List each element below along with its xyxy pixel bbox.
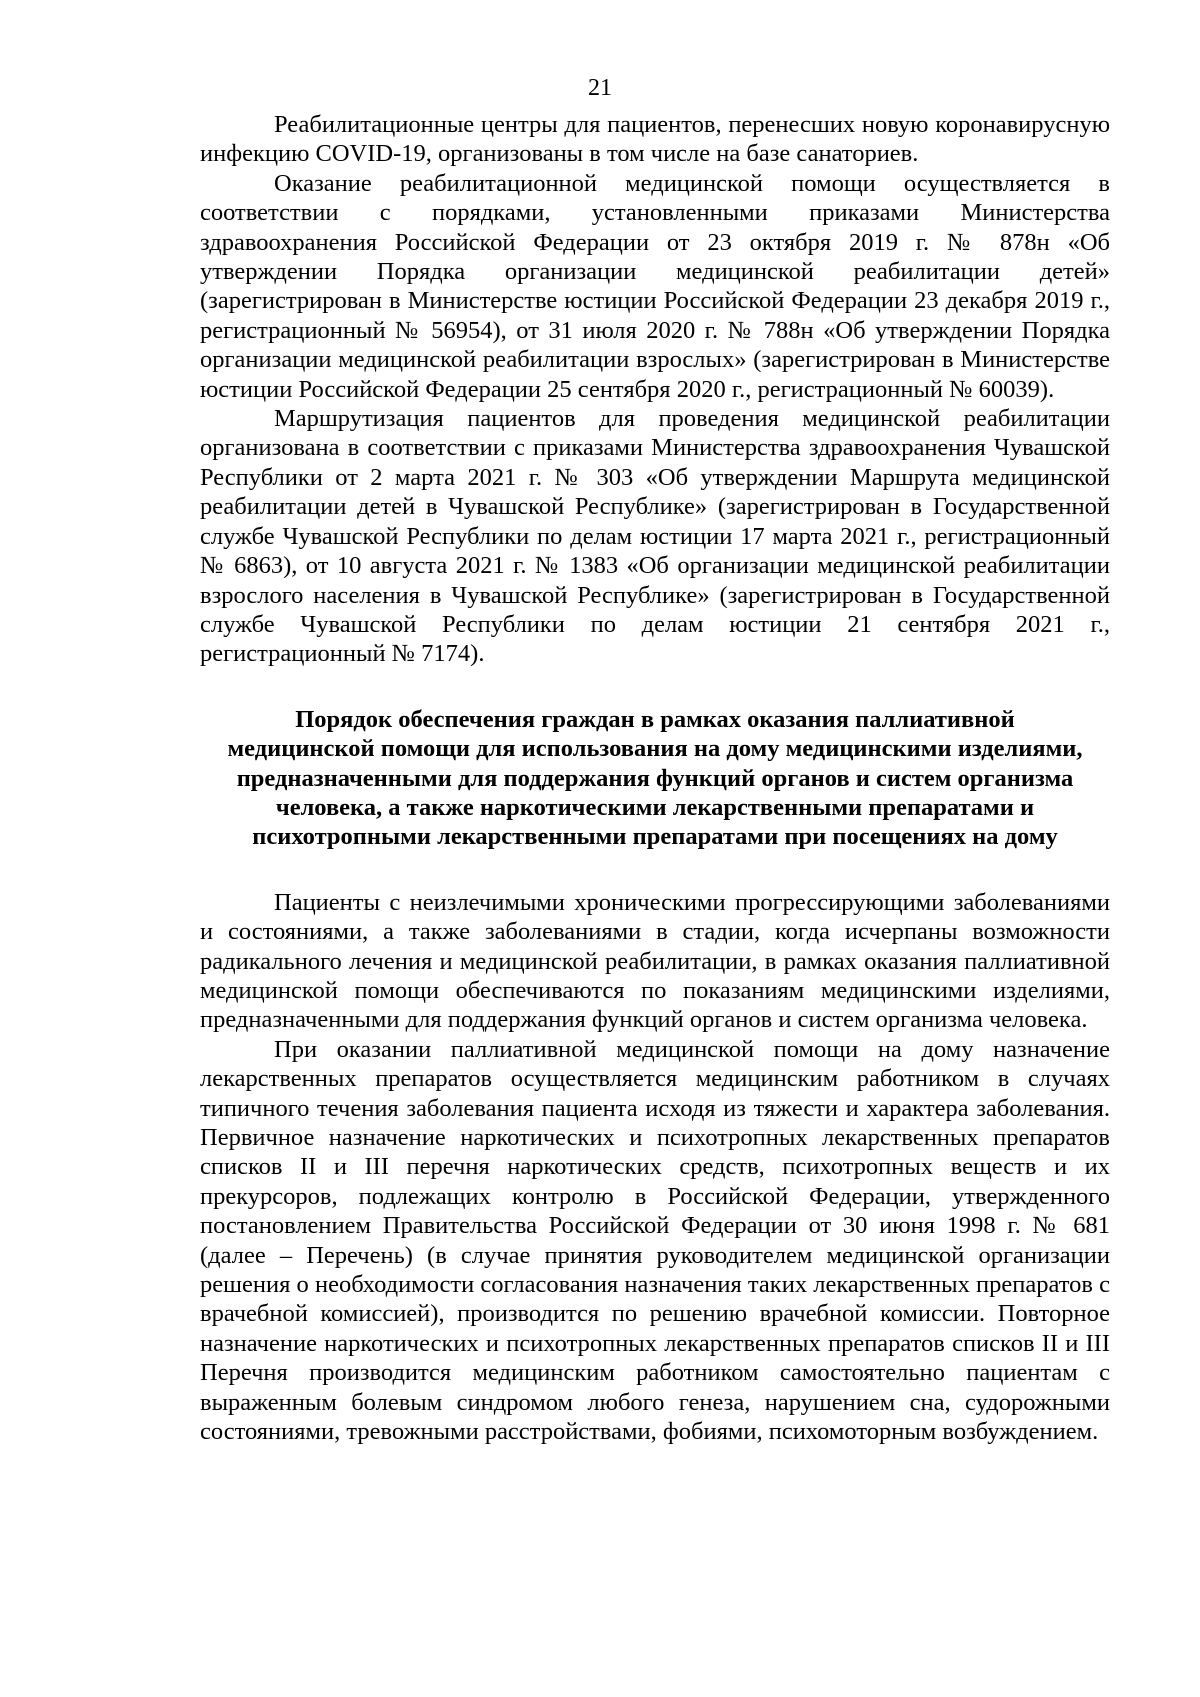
paragraph-rehab-centers: Реабилитационные центры для пациентов, перенесших новую коронавирусную инфекцию COVID-19, организованы в том числе на базе санаториев. — [200, 111, 1110, 168]
paragraph-rehab-orders: Оказание реабилитационной медицинской помощи осуществляется в соответствии с порядками, установленными приказами Министерства здравоохранения Российской Федерации от 23 октября 2019 г. № 878н «Об утверждении Порядка организации медицинской реабилитации детей» (зарегистрирован в Министерстве юстиции Российской Федерации 23 декабря 2019 г., регистрационный № 56954), от 31 июля 2020 г. № 788н «Об утверждении Порядка организации медицинской реабилитации взрослых» (зарегистрирован в Министерстве юстиции Российской Федерации 25 сентября 2020 г., регистрационный № 60039). — [200, 169, 1110, 403]
paragraph-medical-devices: Пациенты с неизлечимыми хроническими прогрессирующими заболеваниями и состояниями, а также заболеваниями в стадии, когда исчерпаны возможности радикального лечения и медицинской реабилитации, в рамках оказания паллиативной медицинской помощи обеспечиваются по показаниям медицинскими изделиями, предназначенными для поддержания функций органов и систем организма человека. — [200, 888, 1110, 1034]
section-heading-line-1: Порядок обеспечения граждан в рамках оказания паллиативной — [295, 705, 1015, 733]
paragraph-drug-prescription: При оказании паллиативной медицинской помощи на дому назначение лекарственных препаратов осуществляется медицинским работником в случаях типичного течения заболевания пациента исходя из тяжести и характера заболевания. Первичное назначение наркотических и психотропных лекарственных препаратов списков II и III перечня наркотических средств, психотропных веществ и их прекурсоров, подлежащих контролю в Российской Федерации, утвержденного постановлением Правительства Российской Федерации от 30 июня 1998 г. № 681 (далее – Перечень) (в случае принятия руководителем медицинской организации решения о необходимости согласования назначения таких лекарственных препаратов с врачебной комиссией), производится по решению врачебной комиссии. Повторное назначение наркотических и психотропных лекарственных препаратов списков II и III Перечня производится медицинским работником самостоятельно пациентам с выраженным болевым синдромом любого генеза, нарушением сна, судорожными состояниями, тревожными расстройствами, фобиями, психомоторным возбуждением. — [200, 1035, 1110, 1446]
paragraph-routing: Маршрутизация пациентов для проведения медицинской реабилитации организована в соответствии с приказами Министерства здравоохранения Чувашской Республики от 2 марта 2021 г. № 303 «Об утверждении Маршрута медицинской реабилитации детей в Чувашской Республике» (зарегистрирован в Государственной службе Чувашской Республики по делам юстиции 17 марта 2021 г., регистрационный № 6863), от 10 августа 2021 г. № 1383 «Об организации медицинской реабилитации взрослого населения в Чувашской Республике» (зарегистрирован в Государственной службе Чувашской Республики по делам юстиции 21 сентября 2021 г., регистрационный № 7174). — [200, 405, 1110, 668]
section-heading — [200, 705, 1110, 852]
page-number: 21 — [588, 75, 612, 101]
section-heading-line-2: медицинской помощи для использования на дому медицинскими изделиями, предназначенными для поддержания функций органов и систем организма человека, а также наркотическими лекарственными препаратами и психотропными лекарственными препаратами при посещениях на дому — [227, 735, 1083, 851]
page-content — [200, 110, 1110, 1446]
